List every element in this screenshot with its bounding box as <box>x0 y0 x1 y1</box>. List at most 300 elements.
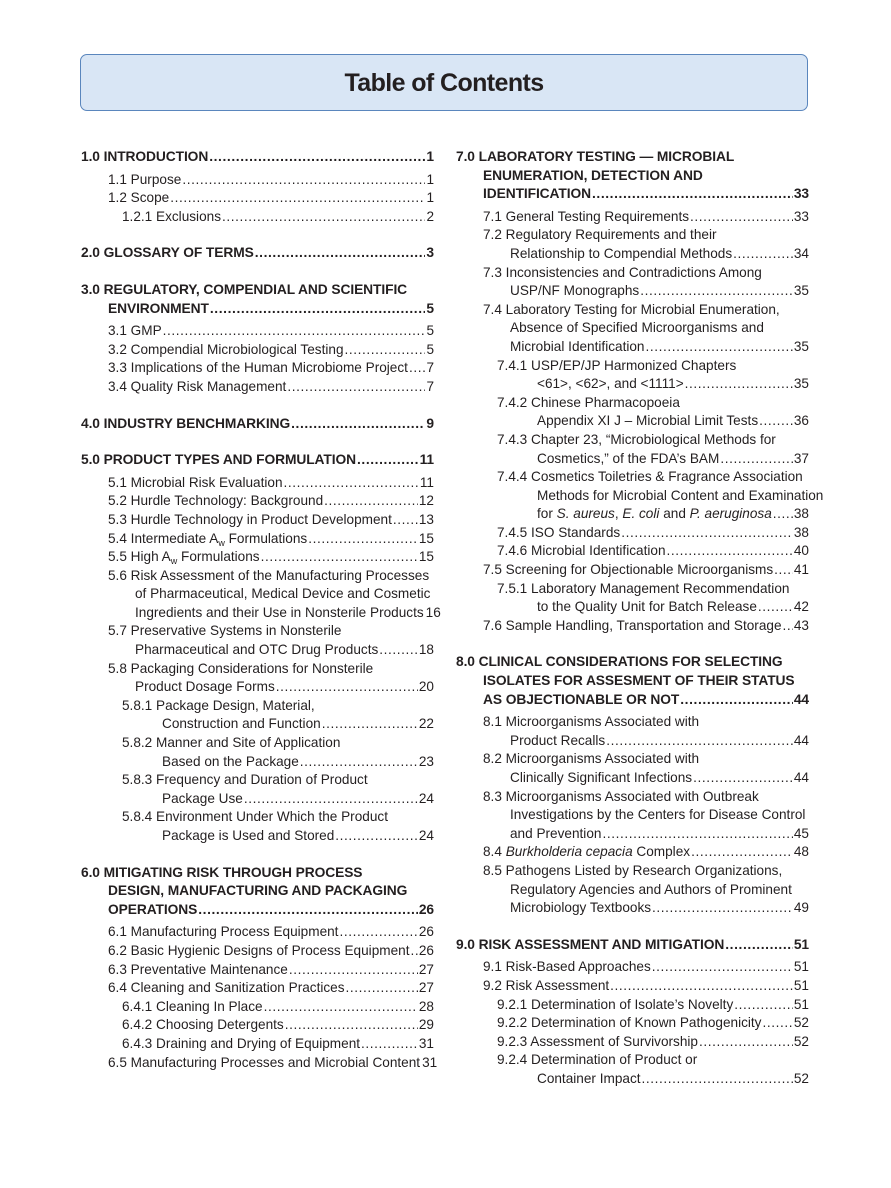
dot-leader <box>610 977 793 996</box>
page-number: 7 <box>426 378 434 394</box>
toc-entry-title: Clinically Significant Infections <box>510 770 693 785</box>
toc-entry-title: OPERATIONS <box>108 901 198 917</box>
toc-entry-title: 8.3 Microorganisms Associated with Outbreak <box>483 788 759 804</box>
toc-line <box>81 415 434 434</box>
dot-leader <box>720 450 793 469</box>
page-number: 42 <box>793 599 809 615</box>
toc-entry-title: 3.1 GMP <box>108 323 162 339</box>
toc-subsection-entry[interactable] <box>456 226 809 263</box>
toc-line <box>81 189 434 208</box>
page-number: 52 <box>793 1015 809 1031</box>
title-box <box>80 54 808 111</box>
toc-line-wrap <box>456 301 809 320</box>
page-number: 27 <box>418 980 434 996</box>
dot-leader <box>163 322 426 341</box>
page-number: 38 <box>793 506 809 522</box>
toc-subsection-entry[interactable] <box>81 567 441 623</box>
toc-entry-title: 7.4.1 USP/EP/JP Harmonized Chapters <box>497 357 737 373</box>
toc-line <box>81 1016 434 1035</box>
toc-line <box>456 561 809 580</box>
toc-subsection-entry[interactable] <box>456 264 809 301</box>
page-number: 11 <box>419 452 434 468</box>
toc-entry-title: Package Use <box>162 790 243 806</box>
page-number: 15 <box>418 549 434 565</box>
page-number: 40 <box>793 543 809 559</box>
toc-subsection-entry[interactable] <box>81 771 434 808</box>
toc-entry-title: Regulatory Agencies and Authors of Prominent <box>510 881 792 897</box>
toc-line-wrap <box>456 468 809 487</box>
page-number: 34 <box>793 245 809 261</box>
page-number: 36 <box>793 413 809 429</box>
toc-entry-title: 7.6 Sample Handling, Transportation and Storage <box>483 617 782 633</box>
page-number: 33 <box>793 186 809 202</box>
dot-leader <box>725 936 793 955</box>
toc-entry-title: 9.0 RISK ASSESSMENT AND MITIGATION <box>456 936 725 952</box>
toc-entry-title: 5.8.4 Environment Under Which the Product <box>122 809 388 825</box>
toc-subsection-entry[interactable] <box>456 1051 809 1088</box>
page-number: 48 <box>793 844 809 860</box>
toc-section-entry[interactable] <box>81 244 434 263</box>
toc-subsection-entry[interactable] <box>456 524 809 543</box>
toc-entry-title: 9.2.3 Assessment of Survivorship <box>497 1033 698 1049</box>
dot-leader <box>410 942 417 961</box>
dot-leader <box>783 617 793 636</box>
page-number: 29 <box>418 1017 434 1033</box>
dot-leader <box>592 185 793 204</box>
toc-entry-title: for S. aureus, E. coli and P. aeruginosa <box>537 506 772 522</box>
page-number: 35 <box>793 338 809 354</box>
toc-entry-title: 9.2.2 Determination of Known Pathogenicity <box>497 1015 762 1031</box>
toc-entry-title: Product Recalls <box>510 732 606 748</box>
page-number: 41 <box>793 562 809 578</box>
page-number: 51 <box>793 959 809 975</box>
toc-line-wrap <box>81 697 434 716</box>
toc-line <box>81 641 434 660</box>
toc-entry-title: ENUMERATION, DETECTION AND <box>483 167 703 183</box>
toc-line <box>456 996 809 1015</box>
section-gap <box>81 263 434 281</box>
toc-subsection-entry[interactable] <box>456 843 809 862</box>
toc-entry-title: 3.3 Implications of the Human Microbiome Project <box>108 360 408 376</box>
toc-subsection-entry[interactable] <box>81 1016 434 1035</box>
toc-line <box>81 322 434 341</box>
toc-line-wrap <box>456 167 809 186</box>
dot-leader <box>685 375 793 394</box>
toc-line <box>81 827 434 846</box>
dot-leader <box>264 998 418 1017</box>
dot-leader <box>357 451 419 470</box>
dot-leader <box>210 300 426 319</box>
toc-subsection-entry[interactable] <box>456 357 809 394</box>
toc-entry-title: 3.2 Compendial Microbiological Testing <box>108 341 344 357</box>
toc-line <box>456 450 809 469</box>
page-number: 24 <box>418 790 434 806</box>
page-number: 44 <box>793 732 809 748</box>
page-number: 26 <box>418 924 434 940</box>
toc-entry-title: 7.4 Laboratory Testing for Microbial Enumeration, <box>483 301 780 317</box>
toc-entry-title: Construction and Function <box>162 716 321 732</box>
toc-subsection-entry[interactable] <box>456 1014 809 1033</box>
toc-entry-title: 5.6 Risk Assessment of the Manufacturing Processes <box>108 567 430 583</box>
toc-entry-title: and Prevention <box>510 825 602 841</box>
toc-entry-title: 6.4.1 Cleaning In Place <box>122 998 263 1014</box>
toc-column-left <box>81 148 441 1072</box>
toc-line <box>456 899 809 918</box>
toc-entry-title: Microbiology Textbooks <box>510 900 652 916</box>
toc-line <box>81 530 434 549</box>
page-number: 38 <box>793 524 809 540</box>
toc-section-entry[interactable] <box>81 864 434 920</box>
toc-entry-title: Appendix XI J – Microbial Limit Tests <box>537 413 759 429</box>
toc-line <box>81 451 434 470</box>
toc-line <box>456 505 809 524</box>
toc-entry-title: Relationship to Compendial Methods <box>510 245 733 261</box>
toc-entry-title: Pharmaceutical and OTC Drug Products <box>135 642 379 658</box>
toc-subsection-entry[interactable] <box>456 977 809 996</box>
page-number: 9 <box>426 415 434 431</box>
toc-entry-title: Based on the Package <box>162 753 299 769</box>
dot-leader <box>345 341 426 360</box>
page-number: 52 <box>793 1033 809 1049</box>
toc-subsection-entry[interactable] <box>456 561 809 580</box>
section-gap <box>81 846 434 864</box>
dot-leader <box>691 843 793 862</box>
toc-subsection-entry[interactable] <box>456 468 824 524</box>
toc-subsection-entry[interactable] <box>81 171 434 190</box>
toc-subsection-entry[interactable] <box>456 1033 809 1052</box>
toc-subsection-entry[interactable] <box>81 492 434 511</box>
dot-leader <box>667 542 793 561</box>
page-number: 31 <box>422 1054 438 1070</box>
toc-subsection-entry[interactable] <box>81 548 434 567</box>
toc-entry-title: IDENTIFICATION <box>483 186 591 202</box>
toc-line-wrap <box>81 585 434 604</box>
toc-entry-title: 5.8.2 Manner and Site of Application <box>122 735 341 751</box>
dot-leader <box>602 825 792 844</box>
toc-entry-title: 8.2 Microorganisms Associated with <box>483 751 700 767</box>
dot-leader <box>652 899 793 918</box>
toc-entry-title: Container Impact <box>537 1070 641 1086</box>
toc-line <box>456 617 809 636</box>
page-number: 26 <box>418 942 434 958</box>
page-number: 37 <box>793 450 809 466</box>
dot-leader <box>255 244 426 263</box>
toc-entry-title: 9.2 Risk Assessment <box>483 977 610 993</box>
toc-entry-title: 3.0 REGULATORY, COMPENDIAL AND SCIENTIFIC <box>81 281 408 297</box>
toc-entry-title: Cosmetics,” of the FDA’s BAM <box>537 450 720 466</box>
toc-subsection-entry[interactable] <box>81 942 434 961</box>
toc-section-entry[interactable] <box>81 451 434 470</box>
dot-leader <box>646 338 793 357</box>
toc-line-wrap <box>81 567 434 586</box>
dot-leader <box>222 208 425 227</box>
toc-line <box>81 474 434 493</box>
toc-subsection-entry[interactable] <box>456 394 809 431</box>
toc-entry-title: 7.1 General Testing Requirements <box>483 208 690 224</box>
toc-entry-title: Package is Used and Stored <box>162 828 335 843</box>
toc-subsection-entry[interactable] <box>81 341 434 360</box>
toc-subsection-entry[interactable] <box>81 961 434 980</box>
dot-leader <box>693 769 793 788</box>
dot-leader <box>640 282 793 301</box>
dot-leader <box>773 505 793 524</box>
dot-leader <box>733 245 793 264</box>
toc-line <box>81 492 434 511</box>
toc-subsection-entry[interactable] <box>81 734 434 771</box>
toc-line <box>456 732 809 751</box>
toc-line-wrap <box>456 806 809 825</box>
dot-leader <box>690 208 793 227</box>
section-gap <box>81 397 434 415</box>
toc-line <box>456 282 809 301</box>
toc-entry-title: 7.4.3 Chapter 23, “Microbiological Methods for <box>497 431 776 447</box>
toc-line <box>81 923 434 942</box>
dot-leader <box>276 678 418 697</box>
toc-subsection-entry[interactable] <box>81 1054 438 1073</box>
section-gap <box>456 918 809 936</box>
toc-subsection-entry[interactable] <box>81 189 434 208</box>
page-number: 11 <box>419 474 434 490</box>
toc-line-wrap <box>456 653 809 672</box>
toc-line <box>81 148 434 167</box>
page-number: 35 <box>793 283 809 299</box>
dot-leader <box>291 415 425 434</box>
toc-section-entry[interactable] <box>456 148 809 204</box>
toc-entry-title: 5.8.1 Package Design, Material, <box>122 697 315 713</box>
toc-entry-title: 7.5 Screening for Objectionable Microorganisms <box>483 562 774 578</box>
toc-column-right <box>456 148 824 1089</box>
toc-line-wrap <box>456 148 809 167</box>
dot-leader <box>339 923 417 942</box>
toc-subsection-entry[interactable] <box>456 958 809 977</box>
toc-entry-title: to the Quality Unit for Batch Release <box>537 599 757 615</box>
toc-entry-title: 3.4 Quality Risk Management <box>108 378 287 394</box>
toc-line <box>456 542 809 561</box>
toc-line-wrap <box>456 713 809 732</box>
page-number: 35 <box>793 376 809 392</box>
dot-leader <box>652 958 793 977</box>
toc-entry-title: 6.4 Cleaning and Sanitization Practices <box>108 980 345 996</box>
page-number: 49 <box>793 900 809 916</box>
toc-subsection-entry[interactable] <box>456 208 809 227</box>
toc-line <box>456 769 809 788</box>
toc-line <box>456 691 809 710</box>
toc-entry-title: 6.4.3 Draining and Drying of Equipment <box>122 1035 361 1051</box>
page-number: 15 <box>418 530 434 546</box>
toc-entry-title: 7.5.1 Laboratory Management Recommendation <box>497 580 790 596</box>
toc-entry-title: Product Dosage Forms <box>135 679 275 695</box>
page-number: 26 <box>418 901 434 917</box>
dot-leader <box>335 827 418 846</box>
toc-line <box>456 1070 809 1089</box>
toc-line-wrap <box>456 1051 809 1070</box>
toc-line <box>81 341 434 360</box>
toc-line <box>81 1035 434 1054</box>
page-number: 13 <box>418 511 434 527</box>
page-number: 5 <box>426 323 434 339</box>
toc-entry-title: 5.0 PRODUCT TYPES AND FORMULATION <box>81 452 356 468</box>
toc-entry-title: 9.2.1 Determination of Isolate’s Novelty <box>497 996 734 1012</box>
toc-section-entry[interactable] <box>81 148 434 167</box>
toc-entry-title: 9.2.4 Determination of Product or <box>497 1052 698 1068</box>
toc-line <box>81 548 434 567</box>
toc-entry-title: 5.4 Intermediate $A_w$ Formulations <box>108 530 308 548</box>
page-number: 44 <box>793 770 809 785</box>
toc-entry-title: 7.0 LABORATORY TESTING — MICROBIAL <box>456 149 735 164</box>
toc-subsection-entry[interactable] <box>456 713 809 750</box>
toc-line-wrap <box>81 882 434 901</box>
toc-line-wrap <box>81 660 434 679</box>
toc-subsection-entry[interactable] <box>81 530 434 549</box>
toc-subsection-entry[interactable] <box>81 697 434 734</box>
dot-leader <box>287 378 425 397</box>
toc-subsection-entry[interactable] <box>456 617 809 636</box>
dot-leader <box>379 641 418 660</box>
toc-subsection-entry[interactable] <box>81 622 434 659</box>
toc-entry-title: DESIGN, MANUFACTURING AND PACKAGING <box>108 883 408 899</box>
dot-leader <box>393 511 418 530</box>
toc-section-entry[interactable] <box>456 936 809 955</box>
toc-line <box>456 245 809 264</box>
toc-line <box>81 715 434 734</box>
dot-leader <box>642 1070 793 1089</box>
toc-line <box>456 936 809 955</box>
dot-leader <box>198 901 418 920</box>
dot-leader <box>285 1016 418 1035</box>
toc-line <box>456 598 809 617</box>
page-number: 45 <box>793 825 809 841</box>
toc-subsection-entry[interactable] <box>456 996 809 1015</box>
dot-leader <box>759 412 793 431</box>
toc-entry-title: 5.5 High $A_w$ Formulations <box>108 549 260 567</box>
toc-line <box>81 979 434 998</box>
dot-leader <box>409 359 425 378</box>
toc-entry-title: 7.4.4 Cosmetics Toiletries & Fragrance Association <box>497 469 803 485</box>
toc-line <box>81 244 434 263</box>
toc-line-wrap <box>81 771 434 790</box>
toc-subsection-entry[interactable] <box>456 431 809 468</box>
toc-entry-title: 6.5 Manufacturing Processes and Microbial Content <box>108 1054 421 1070</box>
toc-entry-title: 1.2 Scope <box>108 190 170 206</box>
toc-line-wrap <box>456 862 809 881</box>
toc-subsection-entry[interactable] <box>456 862 809 918</box>
page-number: 27 <box>418 961 434 977</box>
toc-line <box>456 185 809 204</box>
dot-leader <box>699 1033 793 1052</box>
toc-subsection-entry[interactable] <box>456 301 809 357</box>
toc-section-entry[interactable] <box>81 415 434 434</box>
dot-leader <box>774 561 793 580</box>
dot-leader <box>300 753 418 772</box>
dot-leader <box>758 598 793 617</box>
page-number: 20 <box>418 679 434 695</box>
toc-line-wrap <box>456 750 809 769</box>
toc-section-entry[interactable] <box>456 653 809 709</box>
toc-entry-title: 9.1 Risk-Based Approaches <box>483 959 651 975</box>
toc-line <box>81 790 434 809</box>
toc-line <box>81 300 434 319</box>
toc-entry-title: Investigations by the Centers for Disease Control <box>510 807 806 823</box>
page-number: 16 <box>425 604 441 620</box>
toc-subsection-entry[interactable] <box>81 378 434 397</box>
toc-line-wrap <box>81 734 434 753</box>
toc-subsection-entry[interactable] <box>81 923 434 942</box>
toc-subsection-entry[interactable] <box>81 998 434 1017</box>
dot-leader <box>680 691 793 710</box>
dot-leader <box>361 1035 418 1054</box>
toc-line <box>81 378 434 397</box>
toc-line <box>456 338 809 357</box>
toc-entry-title: 6.2 Basic Hygienic Designs of Process Equipment <box>108 942 410 958</box>
toc-line <box>456 208 809 227</box>
toc-line <box>81 942 434 961</box>
toc-subsection-entry[interactable] <box>81 979 434 998</box>
toc-entry-title: 5.2 Hurdle Technology: Background <box>108 493 324 509</box>
toc-entry-title: 5.8 Packaging Considerations for Nonsterile <box>108 660 374 676</box>
dot-leader <box>734 996 793 1015</box>
toc-subsection-entry[interactable] <box>81 359 434 378</box>
page-number: 1 <box>426 190 434 206</box>
toc-subsection-entry[interactable] <box>81 660 434 697</box>
toc-entry-title: ENVIRONMENT <box>108 300 209 316</box>
toc-subsection-entry[interactable] <box>81 511 434 530</box>
toc-line-wrap <box>81 622 434 641</box>
toc-subsection-entry[interactable] <box>456 580 809 617</box>
toc-line <box>81 1054 438 1073</box>
section-gap <box>81 433 434 451</box>
toc-entry-title: 2.0 GLOSSARY OF TERMS <box>81 245 254 261</box>
page-number: 33 <box>793 208 809 224</box>
toc-subsection-entry[interactable] <box>81 208 434 227</box>
toc-subsection-entry[interactable] <box>81 1035 434 1054</box>
toc-subsection-entry[interactable] <box>456 750 809 787</box>
dot-leader <box>322 715 418 734</box>
toc-line-wrap <box>456 487 824 506</box>
toc-line <box>456 524 809 543</box>
toc-entry-title: 6.4.2 Choosing Detergents <box>122 1017 284 1033</box>
page-number: 28 <box>418 998 434 1014</box>
toc-line <box>81 961 434 980</box>
toc-subsection-entry[interactable] <box>456 788 809 844</box>
dot-leader <box>284 474 419 493</box>
toc-entry-title: ISOLATES FOR ASSESMENT OF THEIR STATUS <box>483 673 795 689</box>
dot-leader <box>621 524 793 543</box>
toc-entry-title: AS OBJECTIONABLE OR NOT <box>483 691 680 707</box>
toc-subsection-entry[interactable] <box>456 542 809 561</box>
toc-line-wrap <box>456 357 809 376</box>
toc-line-wrap <box>456 226 809 245</box>
toc-entry-title: USP/NF Monographs <box>510 283 640 299</box>
toc-section-entry[interactable] <box>81 281 434 318</box>
toc-entry-title: 4.0 INDUSTRY BENCHMARKING <box>81 415 291 431</box>
toc-entry-title: 7.4.6 Microbial Identification <box>497 543 666 559</box>
toc-line-wrap <box>456 672 809 691</box>
toc-line <box>81 998 434 1017</box>
toc-entry-title: 5.1 Microbial Risk Evaluation <box>108 474 283 490</box>
toc-line <box>81 678 434 697</box>
dot-leader <box>244 790 418 809</box>
page-number: 22 <box>418 716 434 732</box>
page-number: 1 <box>426 171 434 187</box>
dot-leader <box>261 548 418 567</box>
toc-line-wrap <box>456 580 809 599</box>
dot-leader <box>289 961 418 980</box>
toc-subsection-entry[interactable] <box>81 474 434 493</box>
dot-leader <box>606 732 793 751</box>
toc-line <box>456 843 809 862</box>
toc-subsection-entry[interactable] <box>81 808 434 845</box>
toc-subsection-entry[interactable] <box>81 322 434 341</box>
